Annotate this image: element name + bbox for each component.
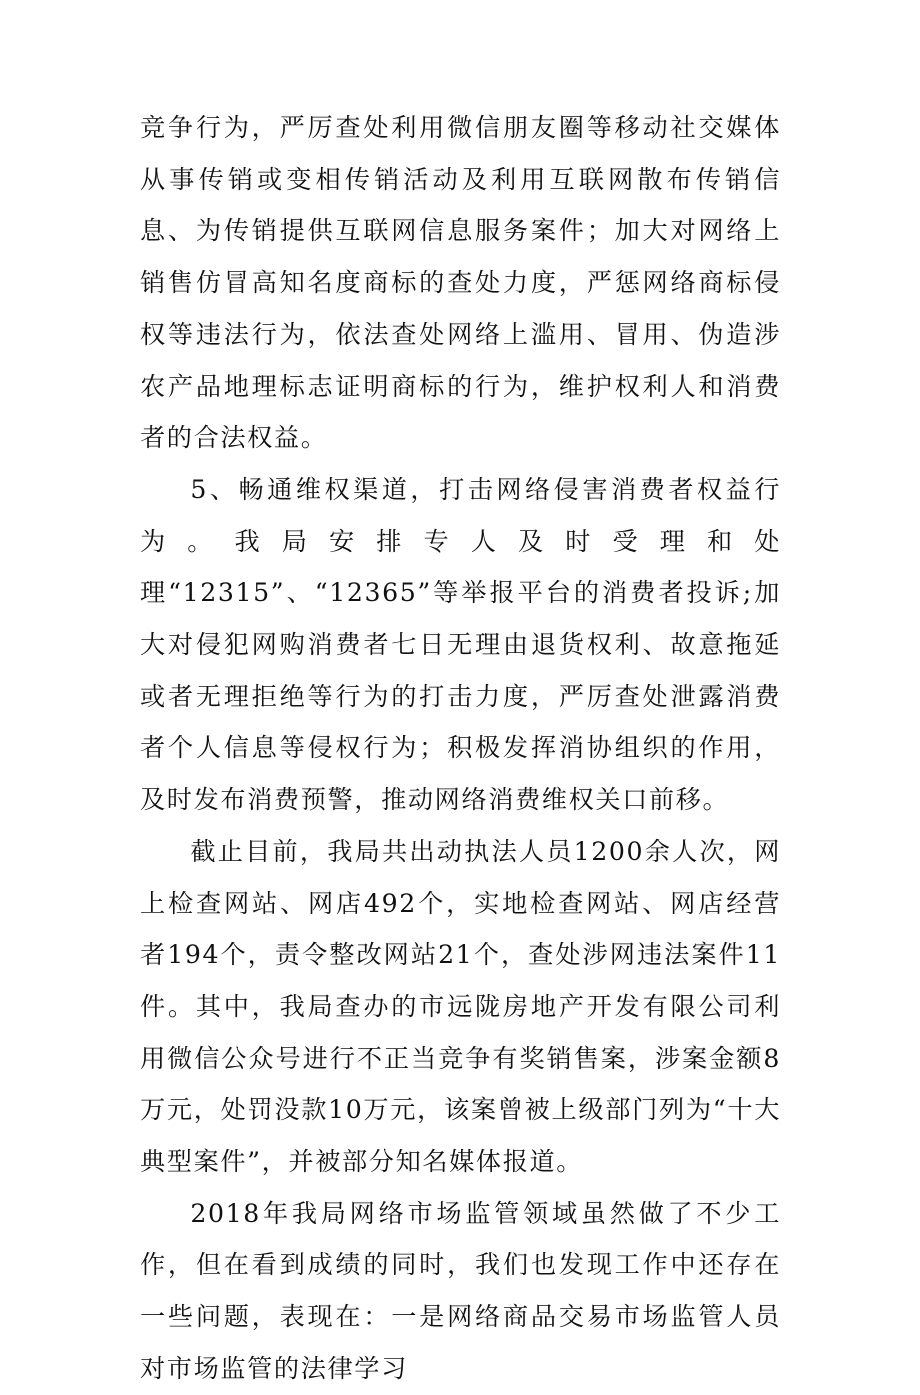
paragraph-problems: 2018年我局网络市场监管领域虽然做了不少工作，但在看到成绩的同时，我们也发现工作中还存在一些问题，表现在：一是网络商品交易市场监管人员对市场监管的法律学习 [140,1198,781,1383]
document-body [140,102,781,1395]
paragraph-consumer-rights: 5、畅通维权渠道，打击网络侵害消费者权益行为。我局安排专人及时受理和处理“12315”、“12365”等举报平台的消费者投诉;加大对侵犯网购消费者七日无理由退货权利、故意拖延或者无理拒绝等行为的打击力度，严厉查处泄露消费者个人信息等侵权行为；积极发挥消协组织的作用，及时发布消费预警，推动网络消费维权关口前移。 [140,474,781,815]
paragraph-continuation: 竞争行为，严厉查处利用微信朋友圈等移动社交媒体从事传销或变相传销活动及利用互联网散布传销信息、为传销提供互联网信息服务案件；加大对网络上销售仿冒高知名度商标的查处力度，严惩网络商标侵权等违法行为，依法查处网络上滥用、冒用、伪造涉农产品地理标志证明商标的行为，维护权利人和消费者的合法权益。 [140,113,781,453]
paragraph-enforcement-stats: 截止目前，我局共出动执法人员1200余人次，网上检查网站、网店492个，实地检查网站、网店经营者194个，责令整改网站21个，查处涉网违法案件11件。其中，我局查办的市远陇房地产开发有限公司利用微信公众号进行不正当竞争有奖销售案，涉案金额8万元，处罚没款10万元，该案曾被上级部门列为“十大典型案件”，并被部分知名媒体报道。 [140,836,781,1177]
